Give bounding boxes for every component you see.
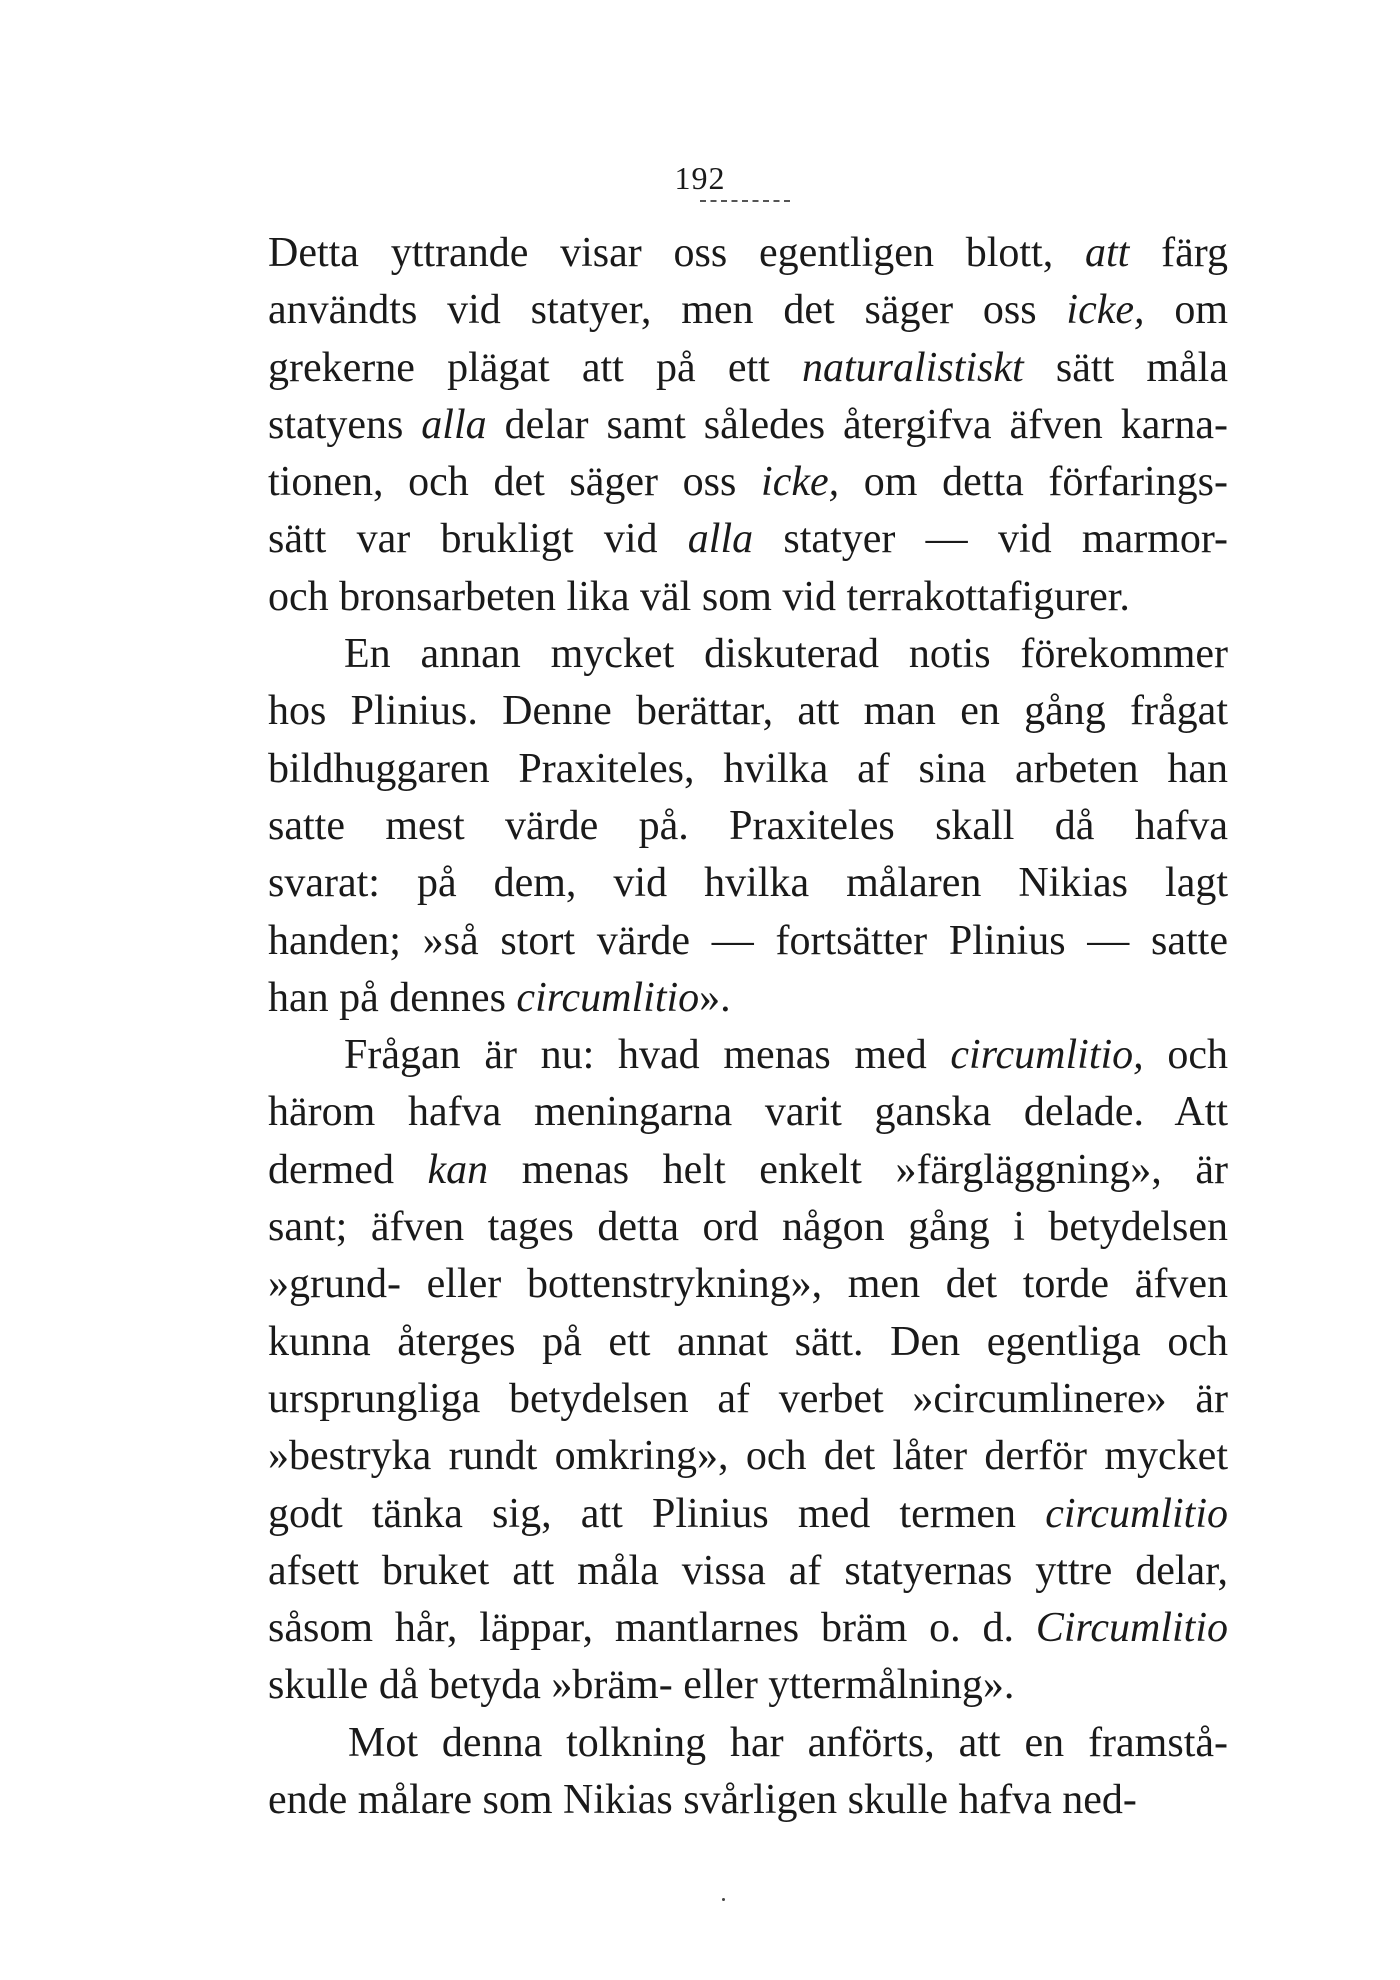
text-line (268, 225, 1228, 282)
page-number: 192 (674, 160, 726, 196)
text-segment: Mot denna tolkning har anförts, att en framstå- (348, 1719, 1228, 1766)
italic-text: kan (427, 1146, 489, 1193)
text-segment: handen; »så stort värde — fortsätter Plinius — satte (268, 917, 1228, 964)
text-segment: såsom hår, läppar, mantlarnes bräm o. d. (268, 1605, 1036, 1652)
text-line (268, 1256, 1228, 1313)
text-line (268, 1027, 1228, 1084)
text-segment: Detta yttrande visar oss egentligen blott, (268, 230, 1086, 276)
text-segment: sätt måla (1023, 344, 1228, 391)
text-segment: kunna återges på ett annat sätt. Den egentliga och (268, 1318, 1228, 1365)
text-line (268, 913, 1228, 970)
text-segment: ». (699, 974, 731, 1021)
text-line (268, 1657, 1228, 1714)
text-segment: om (1144, 287, 1228, 334)
text-line (268, 741, 1228, 798)
italic-text: alla (687, 516, 754, 563)
text-line (268, 454, 1228, 511)
text-segment: dermed (268, 1146, 428, 1193)
text-segment: sant; äfven tages detta ord någon gång i betydelsen (268, 1204, 1228, 1251)
text-line (268, 1715, 1228, 1772)
text-line (268, 626, 1228, 683)
text-segment: ende målare som Nikias svårligen skulle hafva ned- (268, 1777, 1137, 1824)
text-line (268, 1142, 1228, 1199)
text-segment: härom hafva meningarna varit ganska delade. Att (268, 1089, 1228, 1136)
print-speck (722, 1898, 725, 1901)
text-segment: Frågan är nu: hvad menas med (344, 1032, 951, 1079)
text-segment: skulle då betyda »bräm- eller yttermålning». (268, 1662, 1015, 1709)
italic-text: Circumlitio (1035, 1605, 1228, 1652)
text-segment: menas helt enkelt »färgläggning», är (488, 1146, 1228, 1193)
text-segment: godt tänka sig, att Plinius med termen (268, 1490, 1046, 1537)
text-line (268, 397, 1228, 454)
text-segment: tionen, och det säger oss (268, 459, 762, 506)
text-line (268, 1772, 1228, 1829)
body-text (268, 225, 1228, 1829)
text-line (268, 1486, 1228, 1543)
text-line (268, 683, 1228, 740)
text-line (268, 1314, 1228, 1371)
text-line (268, 1543, 1228, 1600)
text-segment: sätt var brukligt vid (268, 516, 688, 563)
text-segment: ursprungliga betydelsen af verbet »circumlinere» är (268, 1375, 1228, 1422)
text-segment: svarat: på dem, vid hvilka målaren Nikias lagt (268, 860, 1228, 907)
text-segment: statyens (268, 401, 422, 448)
text-segment: »grund- eller bottenstrykning», men det torde äfven (268, 1261, 1228, 1308)
text-line (268, 1371, 1228, 1428)
text-segment: »bestryka rundt omkring», och det låter derför mycket (268, 1433, 1228, 1480)
text-segment: statyer — vid marmor- (753, 516, 1228, 563)
text-segment: han på dennes (268, 974, 517, 1021)
text-line (268, 340, 1228, 397)
text-line (268, 282, 1228, 339)
italic-text: att (1085, 230, 1130, 276)
text-line (268, 855, 1228, 912)
text-segment: användts vid statyer, men det säger oss (268, 287, 1067, 334)
text-segment: delar samt således återgifva äfven karna- (486, 401, 1228, 448)
italic-text: icke, (761, 459, 840, 506)
italic-text: circumlitio (516, 974, 700, 1021)
text-segment: hos Plinius. Denne berättar, att man en gång frågat (268, 688, 1228, 735)
italic-text: circumlitio (1045, 1490, 1228, 1537)
page-number-rule (700, 200, 790, 202)
text-segment: satte mest värde på. Praxiteles skall då hafva (268, 802, 1228, 849)
text-segment: afsett bruket att måla vissa af statyernas yttre delar, (268, 1547, 1228, 1594)
text-line (268, 798, 1228, 855)
text-line (268, 1084, 1228, 1141)
text-line (268, 569, 1228, 626)
text-line (268, 970, 1228, 1027)
italic-text: naturalistiskt (802, 344, 1024, 391)
text-segment: bildhuggaren Praxiteles, hvilka af sina arbeten han (268, 745, 1228, 792)
text-line (268, 1199, 1228, 1256)
text-segment: om detta förfarings- (839, 459, 1228, 506)
text-line (268, 1600, 1228, 1657)
text-line (268, 1428, 1228, 1485)
text-segment: grekerne plägat att på ett (268, 344, 802, 391)
italic-text: circumlitio, (950, 1032, 1144, 1079)
text-segment: färg (1129, 230, 1228, 276)
text-line (268, 511, 1228, 568)
italic-text: alla (421, 401, 487, 448)
text-segment: och bronsarbeten lika väl som vid terrakottafigurer. (268, 573, 1130, 620)
text-segment: och (1143, 1032, 1229, 1079)
text-segment: En annan mycket diskuterad notis förekommer (344, 631, 1228, 678)
italic-text: icke, (1066, 287, 1145, 334)
